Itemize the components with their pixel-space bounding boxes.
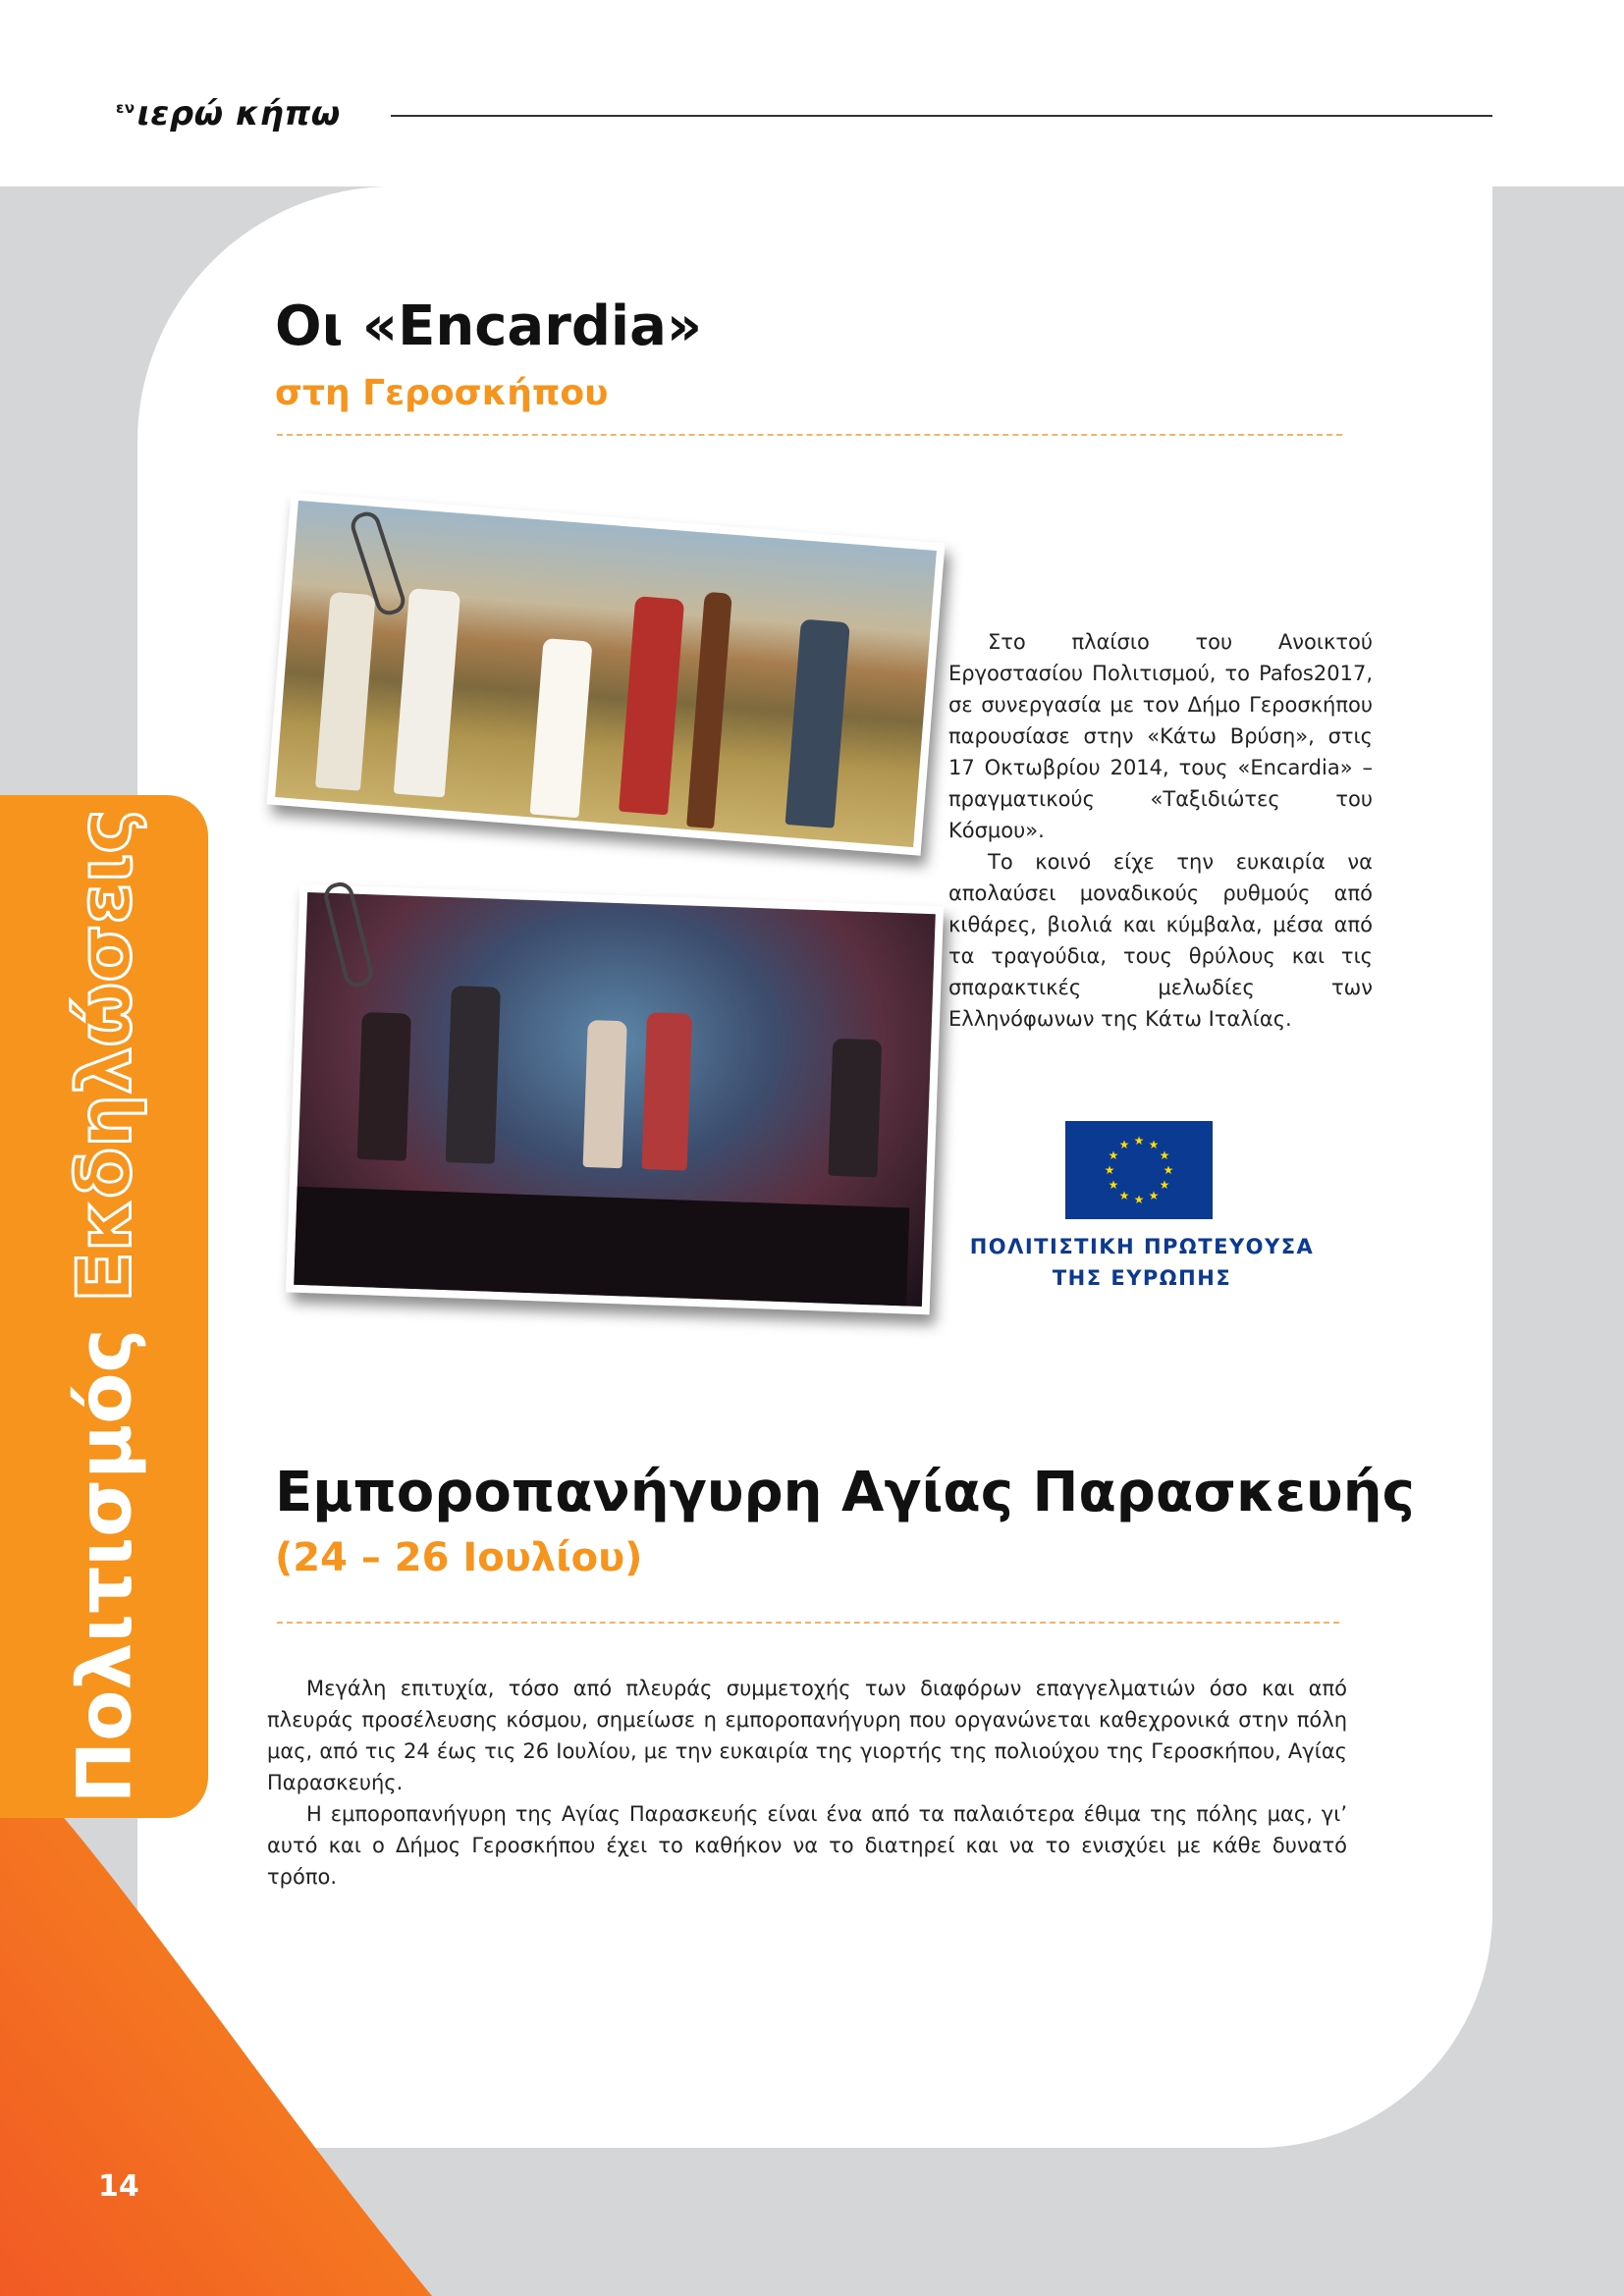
svg-text:★: ★ bbox=[1163, 1163, 1174, 1177]
photo-band-concert-image bbox=[294, 892, 936, 1307]
svg-text:★: ★ bbox=[1133, 1193, 1145, 1206]
article1-divider bbox=[277, 434, 1342, 436]
article1-subtitle: στη Γεροσκήπου bbox=[275, 373, 609, 413]
article2-title: Εμποροπανήγυρη Αγίας Παρασκευής bbox=[275, 1461, 1415, 1524]
magazine-logo: $^{\varepsilon\nu}$ιερώ κήπω bbox=[116, 94, 341, 133]
article2-body bbox=[267, 1673, 1347, 1893]
svg-text:★: ★ bbox=[1159, 1148, 1170, 1162]
article1-body bbox=[948, 626, 1373, 1035]
svg-text:★: ★ bbox=[1133, 1134, 1145, 1148]
article1-title: Οι «Encardia» bbox=[275, 294, 703, 358]
eu-capital-logo-caption: ΠΟΛΙΤΙΣΤΙΚΗ ΠΡΩΤΕΥΟΥΣΑ ΤΗΣ ΕΥΡΩΠΗΣ bbox=[969, 1235, 1315, 1290]
svg-text:★: ★ bbox=[1118, 1138, 1130, 1151]
svg-text:★: ★ bbox=[1148, 1138, 1160, 1151]
eu-flag-icon bbox=[1065, 1121, 1213, 1219]
svg-text:★: ★ bbox=[1148, 1189, 1160, 1202]
header-rule bbox=[391, 115, 1492, 117]
svg-text:★: ★ bbox=[1108, 1148, 1119, 1162]
article2-divider bbox=[277, 1622, 1339, 1624]
svg-text:★: ★ bbox=[1108, 1178, 1119, 1192]
svg-text:★: ★ bbox=[1104, 1163, 1115, 1177]
section-tab-label: Πολιτισμός Εκδηλώσεις bbox=[60, 809, 148, 1804]
article1-paragraph: Το κοινό είχε την ευκαιρία να απολαύσει μοναδικούς ρυθμούς από κιθάρες, βιολιά και κύμβαλα, μέσα από τα τραγούδια, τους θρύλους και τις σπαρακτικές μελωδίες των Ελληνόφωνων της Κάτω Ιταλίας. bbox=[948, 850, 1373, 1031]
page-number: 14 bbox=[98, 2169, 139, 2204]
magazine-logo-text: ιερώ κήπω bbox=[136, 94, 341, 133]
photo-band-concert bbox=[286, 884, 944, 1315]
article2-paragraph: Η εμποροπανήγυρη της Αγίας Παρασκευής είναι ένα από τα παλαιότερα έθιμα της πόλης μας, γι’ αυτό και ο Δήμος Γεροσκήπου έχει το καθήκον να το διατηρεί και να το ενισχύει με κάθε δυνατό τρόπο. bbox=[267, 1802, 1347, 1889]
svg-text:★: ★ bbox=[1118, 1189, 1130, 1202]
article2-paragraph: Μεγάλη επιτυχία, τόσο από πλευράς συμμετοχής των διαφόρων επαγγελματιών όσο και από πλευράς προσέλευσης κόσμου, σημείωσε η εμποροπανήγυρη που οργανώνεται καθεχρονικά στην πόλη μας, από τις 24 έως τις 26 Ιουλίου, με την ευκαιρία της γιορτής της πολιούχου της Γεροσκήπου, Αγίας Παρασκευής. bbox=[267, 1677, 1347, 1794]
article1-paragraph: Στο πλαίσιο του Ανοικτού Εργοστασίου Πολιτισμού, το Pafos2017, σε συνεργασία με τον Δήμο Γεροσκήπου παρουσίασε στην «Κάτω Βρύση», στις 17 Οκτωβρίου 2014, τους «Encardia» – πραγματικούς «Ταξιδιώτες του Κόσμου». bbox=[948, 630, 1373, 842]
article2-subtitle: (24 – 26 Ιουλίου) bbox=[275, 1535, 643, 1580]
svg-text:★: ★ bbox=[1159, 1178, 1170, 1192]
